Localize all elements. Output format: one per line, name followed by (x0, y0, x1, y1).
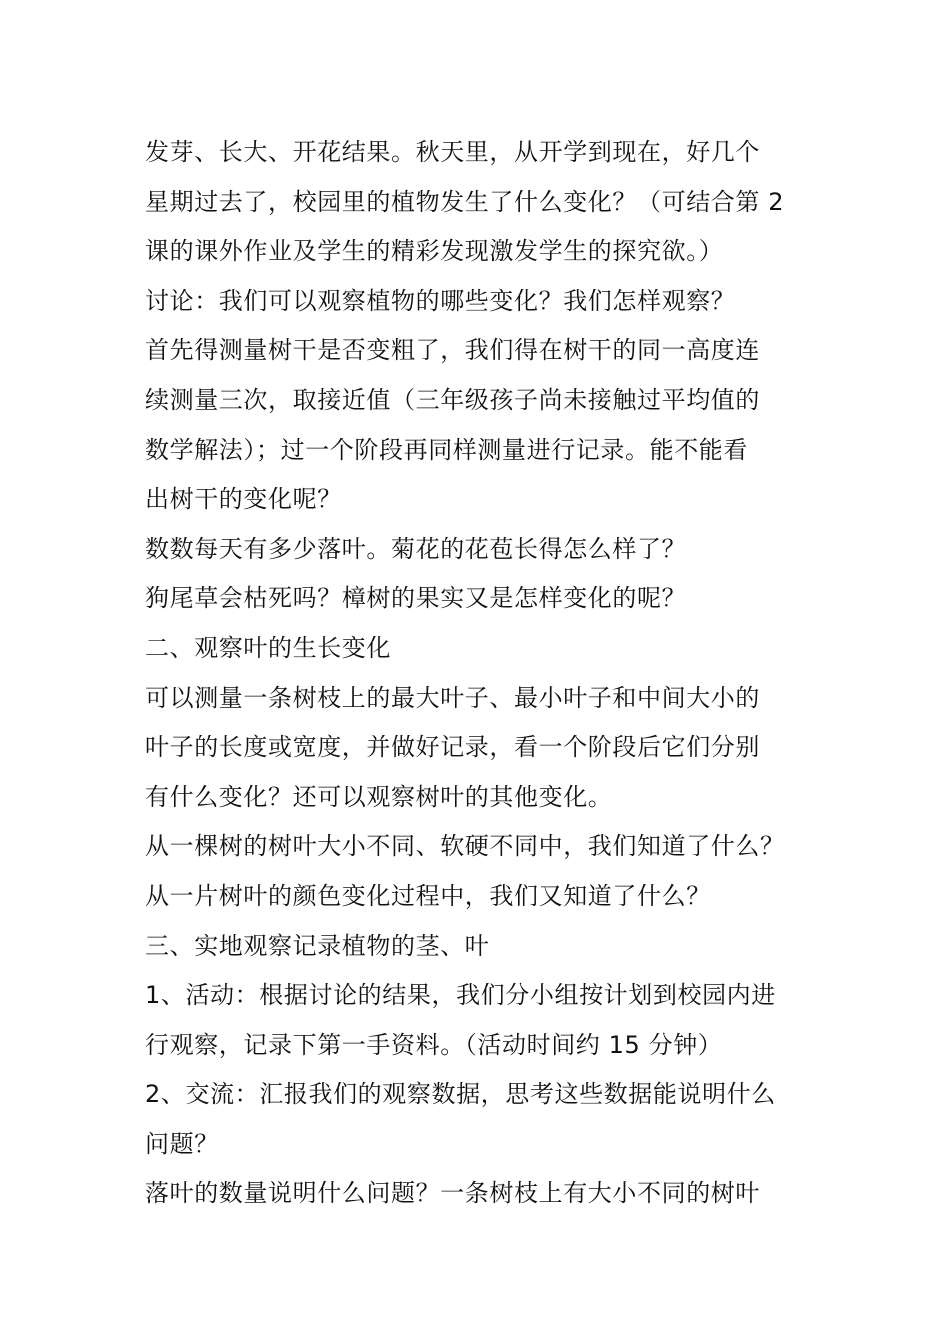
section-heading: 二、观察叶的生长变化 (145, 633, 391, 662)
paragraph-line: 可以测量一条树枝上的最大叶子、最小叶子和中间大小的 (145, 683, 760, 712)
paragraph-line: 星期过去了，校园里的植物发生了什么变化？（可结合第 2 (145, 187, 785, 216)
paragraph-line: 行观察，记录下第一手资料。（活动时间约 15 分钟） (145, 1030, 723, 1059)
paragraph-line: 2、交流：汇报我们的观察数据，思考这些数据能说明什么 (145, 1080, 776, 1109)
paragraph-line: 从一棵树的树叶大小不同、软硬不同中，我们知道了什么？ (145, 832, 785, 861)
paragraph-line: 讨论：我们可以观察植物的哪些变化？我们怎样观察？ (145, 286, 736, 315)
paragraph-line: 课的课外作业及学生的精彩发现激发学生的探究欲。） (145, 237, 724, 266)
section-heading: 三、实地观察记录植物的茎、叶 (145, 931, 490, 960)
paragraph-line: 从一片树叶的颜色变化过程中，我们又知道了什么？ (145, 881, 711, 910)
paragraph-line: 首先得测量树干是否变粗了，我们得在树干的同一高度连 (145, 336, 760, 365)
paragraph-line: 叶子的长度或宽度，并做好记录，看一个阶段后它们分别 (145, 733, 760, 762)
paragraph-line: 发芽、长大、开花结果。秋天里，从开学到现在，好几个 (145, 138, 760, 166)
document-body (145, 128, 815, 1219)
paragraph-line: 1、活动：根据讨论的结果，我们分小组按计划到校园内进 (145, 981, 776, 1010)
paragraph-line: 问题？ (145, 1129, 219, 1158)
paragraph-line: 数数每天有多少落叶。菊花的花苞长得怎么样了？ (145, 534, 687, 563)
paragraph-line: 狗尾草会枯死吗？樟树的果实又是怎样变化的呢？ (145, 584, 687, 613)
paragraph-line: 续测量三次，取接近值（三年级孩子尚未接触过平均值的 (145, 385, 760, 414)
paragraph-line: 数学解法）；过一个阶段再同样测量进行记录。能不能看 (145, 435, 748, 464)
paragraph-line: 出树干的变化呢？ (145, 485, 342, 514)
paragraph-line: 有什么变化？还可以观察树叶的其他变化。 (145, 782, 613, 811)
paragraph-line: 落叶的数量说明什么问题？一条树枝上有大小不同的树叶 (145, 1179, 760, 1208)
